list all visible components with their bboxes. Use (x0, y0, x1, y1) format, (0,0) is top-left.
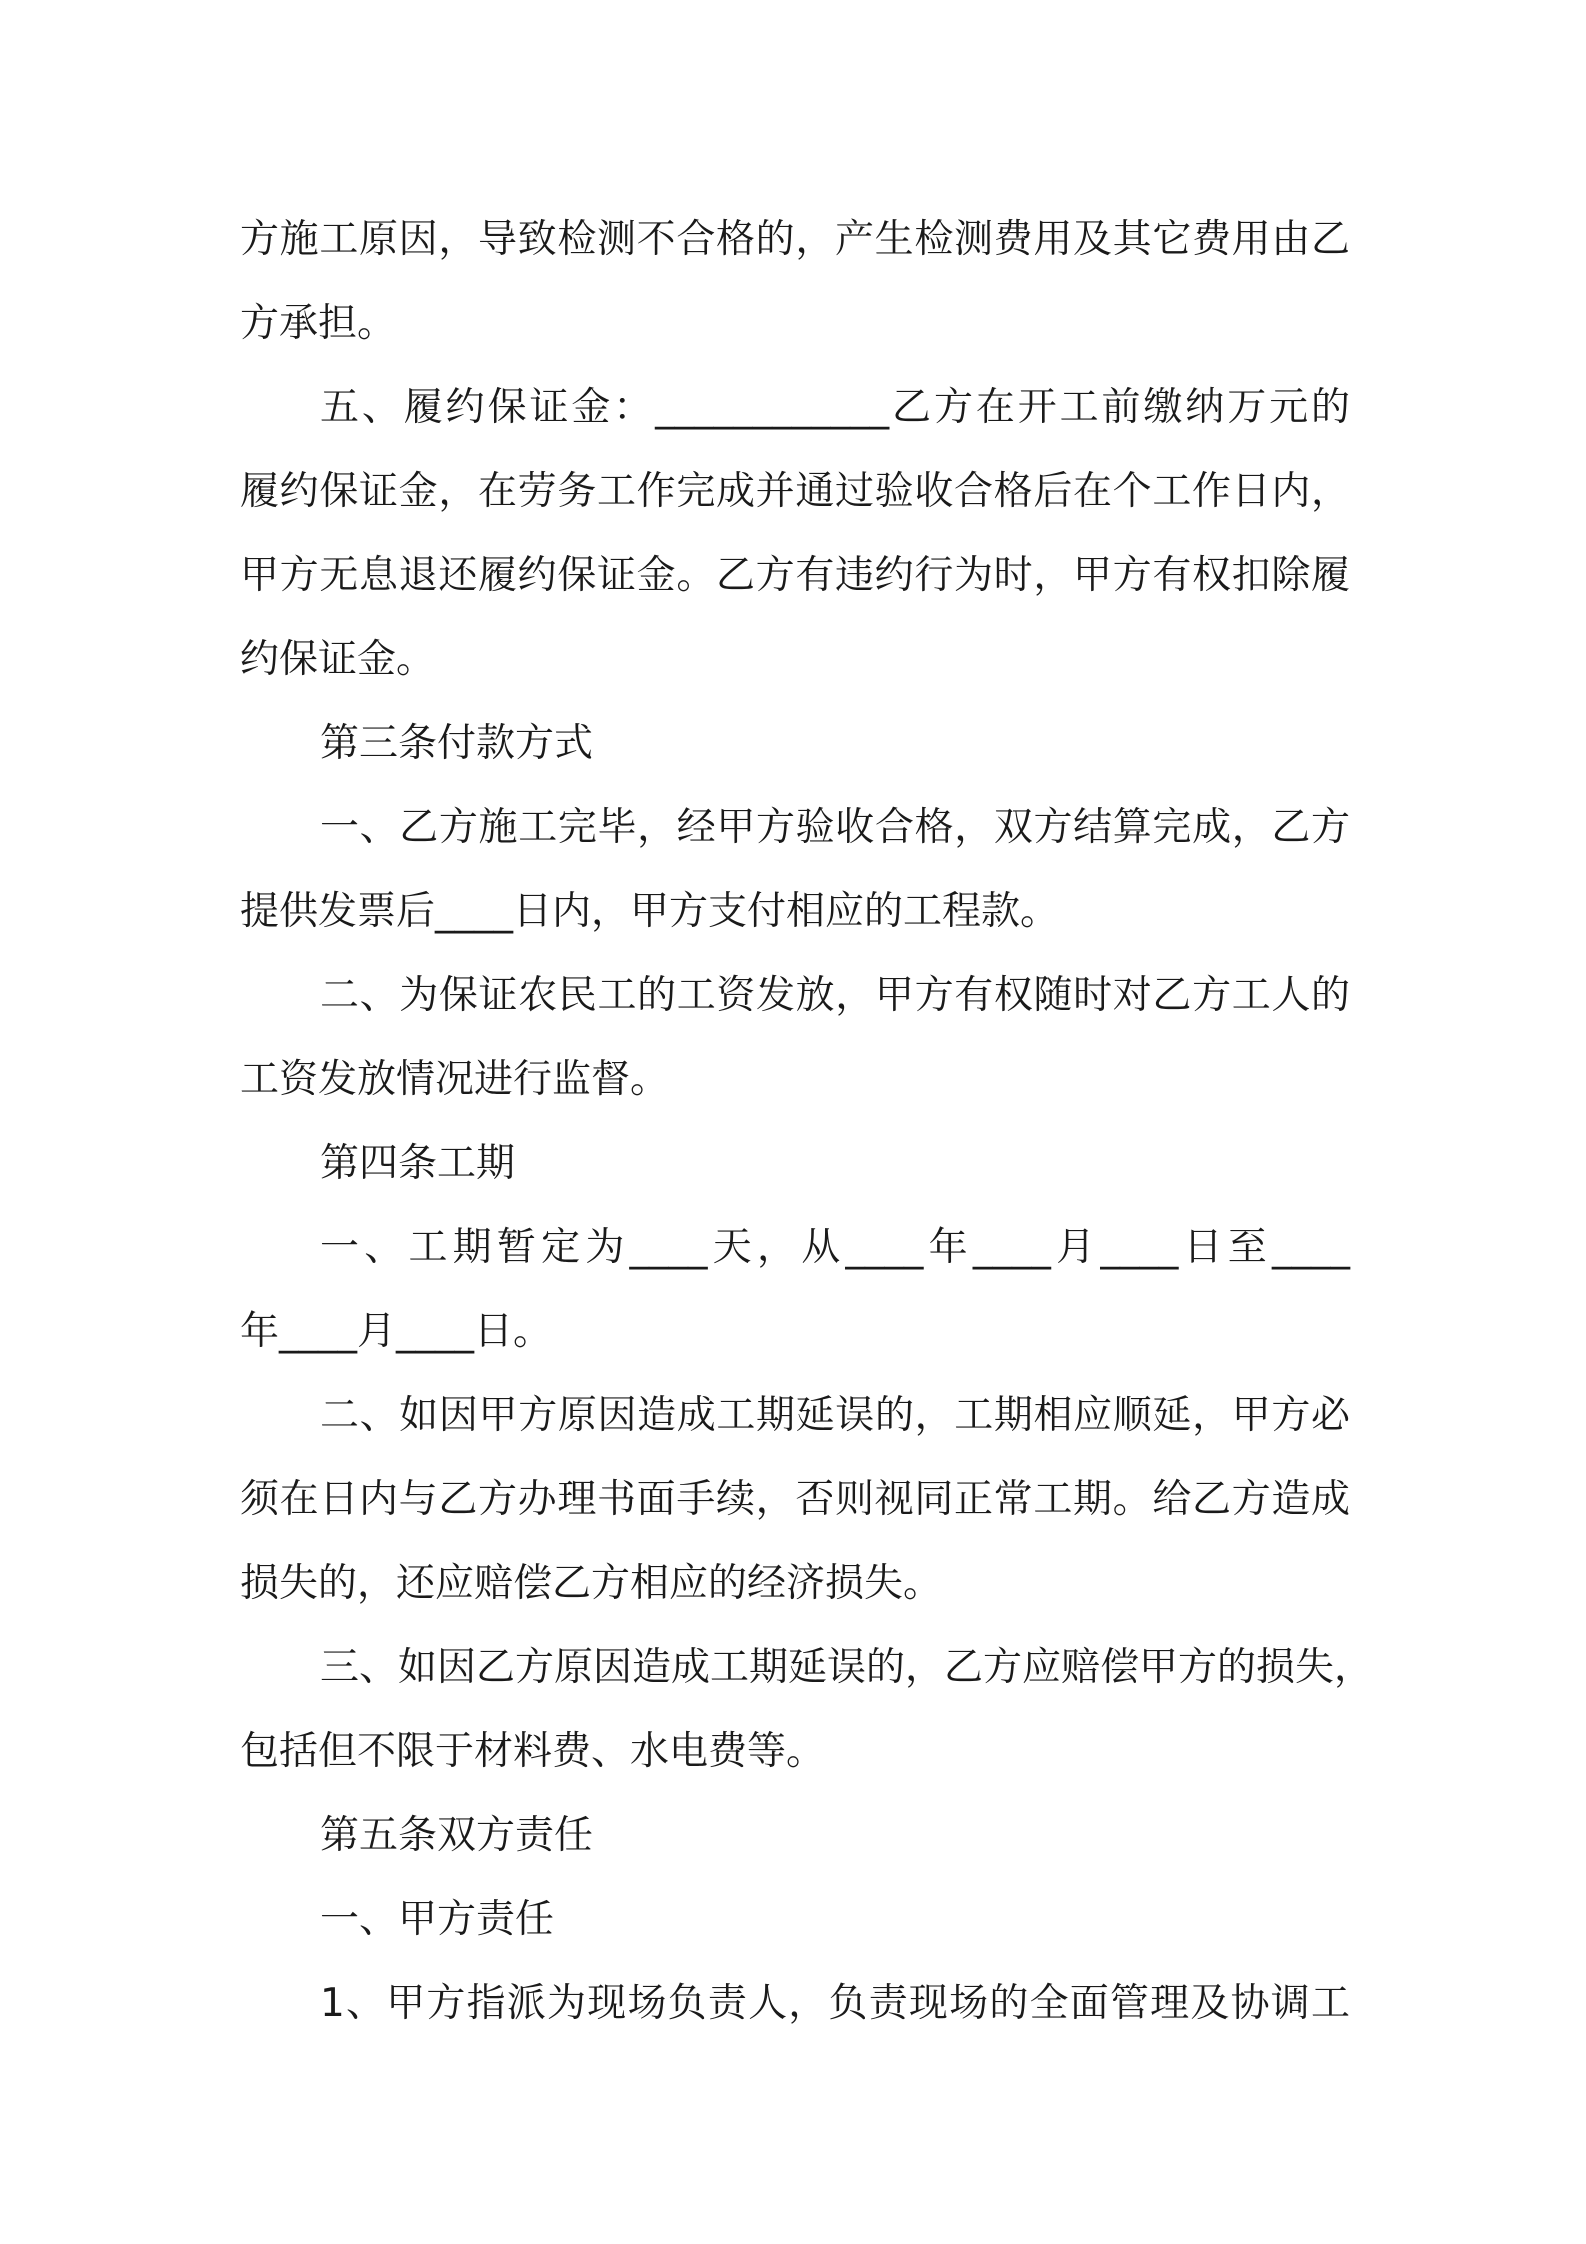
paragraph-line: 提供发票后____日内，甲方支付相应的工程款。 (240, 889, 1060, 934)
paragraph-line: 包括但不限于材料费、水电费等。 (240, 1729, 826, 1774)
section-heading: 第四条工期 (320, 1141, 516, 1186)
paragraph-line: 方施工原因，导致检测不合格的，产生检测费用及其它费用由乙 (240, 217, 1350, 262)
section-heading: 第三条付款方式 (320, 721, 594, 766)
paragraph-line: 履约保证金，在劳务工作完成并通过验收合格后在个工作日内， (240, 469, 1350, 514)
paragraph-line: 一、工期暂定为____天，从____年____月____日至____ (320, 1225, 1350, 1270)
section-heading: 第五条双方责任 (320, 1813, 594, 1858)
paragraph-line: 甲方无息退还履约保证金。乙方有违约行为时，甲方有权扣除履 (240, 553, 1350, 598)
subsection-heading: 一、甲方责任 (320, 1897, 555, 1942)
paragraph-line: 二、如因甲方原因造成工期延误的，工期相应顺延，甲方必 (320, 1393, 1350, 1438)
paragraph-line: 损失的，还应赔偿乙方相应的经济损失。 (240, 1561, 943, 1606)
paragraph-line: 一、乙方施工完毕，经甲方验收合格，双方结算完成，乙方 (320, 805, 1350, 850)
paragraph-line: 须在日内与乙方办理书面手续，否则视同正常工期。给乙方造成 (240, 1477, 1350, 1522)
document-body (240, 198, 1374, 2046)
paragraph-line: 方承担。 (240, 301, 397, 346)
paragraph-line: 年____月____日。 (240, 1309, 553, 1354)
paragraph-line: 工资发放情况进行监督。 (240, 1057, 670, 1102)
paragraph-line: 三、如因乙方原因造成工期延误的，乙方应赔偿甲方的损失， (320, 1645, 1374, 1690)
paragraph-line: 二、为保证农民工的工资发放，甲方有权随时对乙方工人的 (320, 973, 1350, 1018)
paragraph-line: 1、甲方指派为现场负责人，负责现场的全面管理及协调工 (320, 1981, 1350, 2026)
paragraph-line: 五、履约保证金：____________乙方在开工前缴纳万元的 (320, 385, 1350, 430)
paragraph-line: 约保证金。 (240, 637, 436, 682)
